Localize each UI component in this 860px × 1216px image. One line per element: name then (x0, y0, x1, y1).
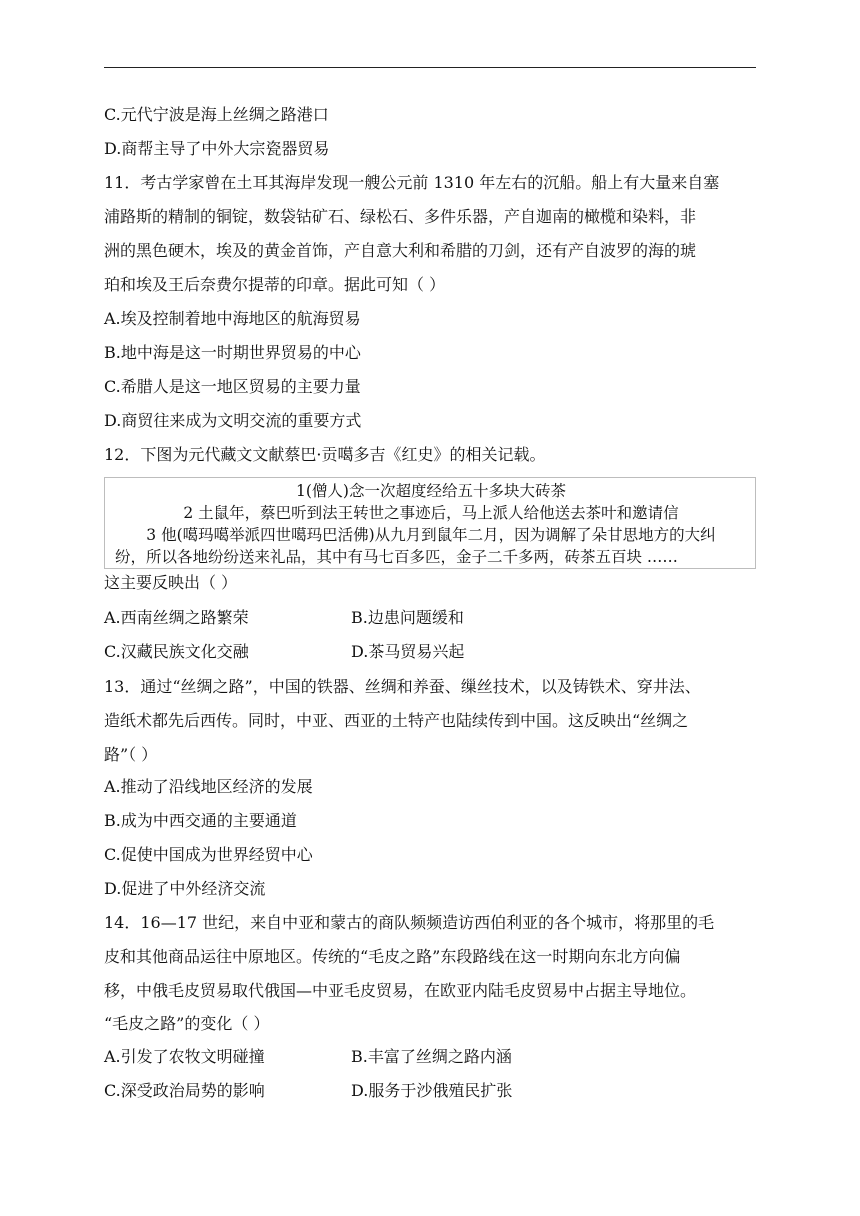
q10-option-d: D.商帮主导了中外大宗瓷器贸易 (104, 139, 330, 158)
q13-option-a: A.推动了沿线地区经济的发展 (104, 777, 313, 796)
q13-stem-line-3: 路”（ ） (104, 745, 158, 764)
q14-stem-line-3: 移，中俄毛皮贸易取代俄国—中亚毛皮贸易，在欧亚内陆毛皮贸易中占据主导地位。 (104, 981, 697, 1000)
q12-option-a: A.西南丝绸之路繁荣 (104, 608, 249, 627)
q12-source-line-2: 2 土鼠年，蔡巴听到法王转世之事迹后，马上派人给他送去茶叶和邀请信 (183, 504, 679, 522)
q11-stem-line-1: 11．考古学家曾在土耳其海岸发现一艘公元前 1310 年左右的沉船。船上有大量来自塞 (104, 173, 720, 192)
q14-stem-line-1: 14．16—17 世纪，来自中亚和蒙古的商队频频造访西伯利亚的各个城市，将那里的毛 (104, 913, 715, 932)
q14-stem-line-4: “毛皮之路”的变化（ ） (104, 1014, 270, 1033)
header-rule (104, 67, 756, 68)
q14-option-a: A.引发了农牧文明碰撞 (104, 1047, 265, 1066)
q14-option-c: C.深受政治局势的影响 (104, 1081, 265, 1100)
q14-option-d: D.服务于沙俄殖民扩张 (351, 1081, 513, 1100)
q11-option-c: C.希腊人是这一地区贸易的主要力量 (104, 377, 361, 396)
q13-option-c: C.促使中国成为世界经贸中心 (104, 845, 313, 864)
q12-source-line-4: 纷，所以各地纷纷送来礼品，其中有马七百多匹，金子二千多两，砖茶五百块 …… (115, 548, 678, 566)
q12-stem: 12．下图为元代藏文文献蔡巴·贡噶多吉《红史》的相关记载。 (104, 445, 546, 464)
q11-option-b: B.地中海是这一时期世界贸易的中心 (104, 343, 361, 362)
q11-option-d: D.商贸往来成为文明交流的重要方式 (104, 411, 362, 430)
q13-option-d: D.促进了中外经济交流 (104, 879, 266, 898)
q11-stem-line-3: 洲的黑色硬木，埃及的黄金首饰，产自意大利和希腊的刀剑，还有产自波罗的海的琥 (104, 241, 697, 260)
q14-stem-line-2: 皮和其他商品运往中原地区。传统的“毛皮之路”东段路线在这一时期向东北方向偏 (104, 947, 681, 966)
q14-option-b: B.丰富了丝绸之路内涵 (351, 1047, 512, 1066)
q11-stem-line-2: 浦路斯的精制的铜锭，数袋钴矿石、绿松石、多件乐器，产自迦南的橄榄和染料，非 (104, 207, 697, 226)
q13-option-b: B.成为中西交通的主要通道 (104, 811, 297, 830)
q12-source-line-1: 1(僧人)念一次超度经给五十多块大砖茶 (296, 482, 566, 500)
q11-stem-line-4: 珀和埃及王后奈费尔提蒂的印章。据此可知（ ） (104, 275, 446, 294)
q12-source-line-3: 3 他(噶玛噶举派四世噶玛巴活佛)从九月到鼠年二月，因为调解了朵甘思地方的大纠 (146, 526, 716, 544)
q12-question: 这主要反映出（ ） (104, 573, 238, 592)
q13-stem-line-2: 造纸术都先后西传。同时，中亚、西亚的土特产也陆续传到中国。这反映出“丝绸之 (104, 711, 689, 730)
q12-option-b: B.边患问题缓和 (351, 608, 464, 627)
q12-option-c: C.汉藏民族文化交融 (104, 642, 249, 661)
q13-stem-line-1: 13．通过“丝绸之路”，中国的铁器、丝绸和养蚕、缫丝技术，以及铸铁术、穿井法、 (104, 677, 701, 696)
q12-option-d: D.茶马贸易兴起 (351, 642, 465, 661)
q12-source-box (104, 477, 756, 569)
q11-option-a: A.埃及控制着地中海地区的航海贸易 (104, 309, 361, 328)
q10-option-c: C.元代宁波是海上丝绸之路港口 (104, 105, 329, 124)
